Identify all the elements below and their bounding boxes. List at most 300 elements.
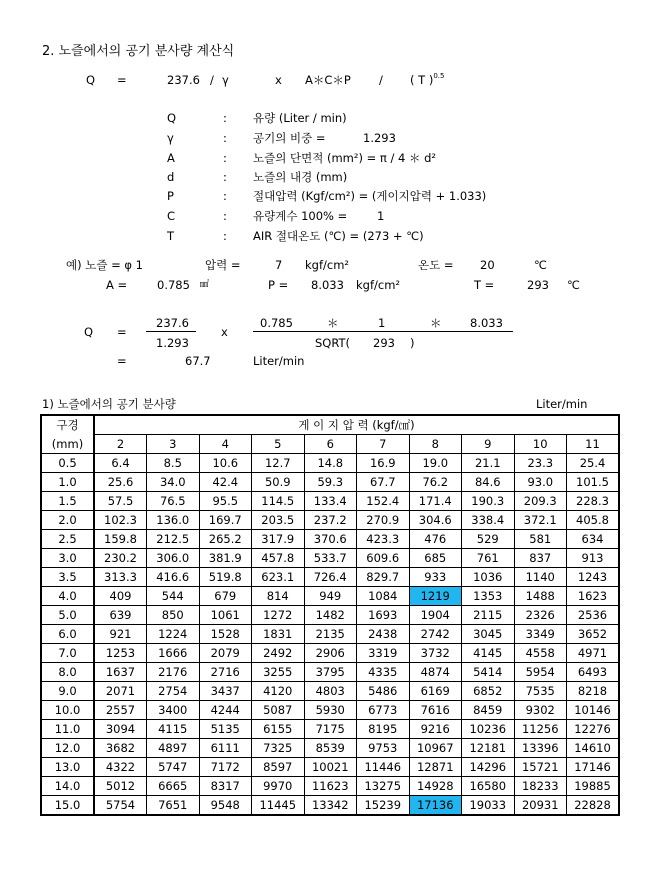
- flow-value-cell: 2557: [94, 701, 147, 720]
- flow-value-cell: 5414: [462, 663, 515, 682]
- definition-symbol: d: [167, 170, 175, 184]
- flow-value-cell: 623.1: [252, 568, 305, 587]
- flow-value-cell: 837: [514, 549, 567, 568]
- flow-value-cell: 14296: [462, 758, 515, 777]
- flow-value-cell: 14610: [567, 739, 620, 758]
- table-row: [41, 758, 619, 777]
- flow-value-cell: 529: [462, 530, 515, 549]
- calc-denominator: 1.293: [156, 336, 189, 350]
- flow-value-cell: 42.4: [199, 473, 252, 492]
- flow-value-cell: 102.3: [94, 511, 147, 530]
- flow-value-cell: 3682: [94, 739, 147, 758]
- flow-value-cell: 10021: [304, 758, 357, 777]
- flow-value-cell: 209.3: [514, 492, 567, 511]
- example-label: 예) 노즐 = φ 1: [66, 258, 143, 272]
- flow-value-cell: 57.5: [94, 492, 147, 511]
- example-temp-value: 20: [480, 258, 495, 272]
- flow-value-cell: 7172: [199, 758, 252, 777]
- flow-value-cell: 17136: [409, 796, 462, 816]
- table-row: [41, 568, 619, 587]
- flow-value-cell: 685: [409, 549, 462, 568]
- flow-value-cell: 8218: [567, 682, 620, 701]
- flow-value-cell: 34.0: [147, 473, 200, 492]
- definition-colon: :: [223, 111, 227, 125]
- flow-value-cell: 313.3: [94, 568, 147, 587]
- definition-value: 1: [377, 209, 385, 223]
- definition-colon: :: [223, 229, 227, 243]
- section-title: 2. 노즐에서의 공기 분사량 계산식: [42, 44, 235, 59]
- diameter-cell: 6.0: [41, 625, 94, 644]
- flow-value-cell: 1061: [199, 606, 252, 625]
- corner-header-bottom: (mm): [41, 435, 94, 454]
- flow-value-cell: 4145: [462, 644, 515, 663]
- diameter-cell: 1.0: [41, 473, 94, 492]
- flow-value-cell: 9302: [514, 701, 567, 720]
- table-row: [41, 587, 619, 606]
- table-row: [41, 720, 619, 739]
- definition-colon: :: [223, 189, 227, 203]
- example-p-label: P =: [268, 278, 289, 292]
- definition-symbol: T: [167, 229, 175, 243]
- example-pressure-label: 압력 =: [205, 258, 241, 272]
- flow-value-cell: 1036: [462, 568, 515, 587]
- flow-value-cell: 7535: [514, 682, 567, 701]
- flow-value-cell: 2438: [357, 625, 410, 644]
- flow-value-cell: 381.9: [199, 549, 252, 568]
- flow-value-cell: 169.7: [199, 511, 252, 530]
- diameter-cell: 7.0: [41, 644, 94, 663]
- flow-value-cell: 2071: [94, 682, 147, 701]
- flow-value-cell: 159.8: [94, 530, 147, 549]
- flow-value-cell: 519.8: [199, 568, 252, 587]
- calc-close-paren: ): [410, 336, 415, 350]
- flow-value-cell: 1353: [462, 587, 515, 606]
- flow-value-cell: 1253: [94, 644, 147, 663]
- flow-value-cell: 544: [147, 587, 200, 606]
- flow-value-cell: 15721: [514, 758, 567, 777]
- flow-value-cell: 3094: [94, 720, 147, 739]
- diameter-cell: 10.0: [41, 701, 94, 720]
- flow-value-cell: 270.9: [357, 511, 410, 530]
- formula-q: Q: [86, 73, 96, 87]
- definition-colon: :: [223, 131, 227, 145]
- flow-value-cell: 230.2: [94, 549, 147, 568]
- definition-text: 유량계수 100% =: [253, 209, 348, 223]
- flow-value-cell: 409: [94, 587, 147, 606]
- flow-value-cell: 7616: [409, 701, 462, 720]
- flow-value-cell: 9753: [357, 739, 410, 758]
- flow-value-cell: 2176: [147, 663, 200, 682]
- pressure-col-header: 8: [409, 435, 462, 454]
- flow-value-cell: 370.6: [304, 530, 357, 549]
- table-row: [41, 511, 619, 530]
- definition-symbol: A: [167, 151, 175, 165]
- flow-value-cell: 5087: [252, 701, 305, 720]
- calc-result: 67.7: [185, 354, 211, 368]
- calc-q: Q: [84, 325, 94, 339]
- flow-value-cell: 1219: [409, 587, 462, 606]
- diameter-cell: 13.0: [41, 758, 94, 777]
- flow-value-cell: 114.5: [252, 492, 305, 511]
- flow-value-cell: 8317: [199, 777, 252, 796]
- definition-value: 1.293: [363, 131, 396, 145]
- pressure-col-header: 2: [94, 435, 147, 454]
- calc-pressure: 8.033: [470, 316, 503, 330]
- flow-value-cell: 11445: [252, 796, 305, 816]
- flow-value-cell: 4244: [199, 701, 252, 720]
- definition-text: 공기의 비중 =: [253, 131, 326, 145]
- pressure-col-header: 4: [199, 435, 252, 454]
- flow-value-cell: 19885: [567, 777, 620, 796]
- table-row: [41, 625, 619, 644]
- flow-value-cell: 76.5: [147, 492, 200, 511]
- pressure-col-header: 5: [252, 435, 305, 454]
- flow-value-cell: 11446: [357, 758, 410, 777]
- flow-value-cell: 10236: [462, 720, 515, 739]
- flow-value-cell: 1488: [514, 587, 567, 606]
- table-row: [41, 739, 619, 758]
- flow-value-cell: 84.6: [462, 473, 515, 492]
- calc-eq-2: =: [117, 354, 127, 368]
- flow-value-cell: 533.7: [304, 549, 357, 568]
- flow-value-cell: 372.1: [514, 511, 567, 530]
- flow-value-cell: 12276: [567, 720, 620, 739]
- example-pressure-unit: kgf/cm²: [305, 258, 350, 272]
- flow-value-cell: 237.2: [304, 511, 357, 530]
- flow-value-cell: 2492: [252, 644, 305, 663]
- calc-result-unit: Liter/min: [253, 354, 305, 368]
- flow-value-cell: 317.9: [252, 530, 305, 549]
- flow-value-cell: 76.2: [409, 473, 462, 492]
- flow-value-cell: 4115: [147, 720, 200, 739]
- flow-value-cell: 3795: [304, 663, 357, 682]
- flow-value-cell: 949: [304, 587, 357, 606]
- calc-star-2: ＊: [430, 316, 442, 330]
- flow-value-cell: 2115: [462, 606, 515, 625]
- flow-value-cell: 93.0: [514, 473, 567, 492]
- table-title: 1) 노즐에서의 공기 분사량: [42, 397, 176, 411]
- example-t-value: 293: [527, 278, 549, 292]
- flow-value-cell: 101.5: [567, 473, 620, 492]
- definition-text: 절대압력 (Kgf/cm²) = (게이지압력 + 1.033): [253, 189, 487, 203]
- flow-value-cell: 1272: [252, 606, 305, 625]
- flow-value-cell: 1084: [357, 587, 410, 606]
- definition-text: AIR 절대온도 (℃) = (273 + ℃): [253, 229, 424, 243]
- flow-value-cell: 23.3: [514, 454, 567, 473]
- flow-value-cell: 5930: [304, 701, 357, 720]
- flow-value-cell: 8.5: [147, 454, 200, 473]
- flow-value-cell: 17146: [567, 758, 620, 777]
- definition-colon: :: [223, 170, 227, 184]
- flow-value-cell: 6852: [462, 682, 515, 701]
- flow-value-cell: 25.4: [567, 454, 620, 473]
- diameter-cell: 0.5: [41, 454, 94, 473]
- flow-value-cell: 20931: [514, 796, 567, 816]
- pressure-col-header: 7: [357, 435, 410, 454]
- flow-value-cell: 2716: [199, 663, 252, 682]
- flow-value-cell: 761: [462, 549, 515, 568]
- definition-text: 노즐의 내경 (mm): [253, 170, 348, 184]
- table-row: [41, 682, 619, 701]
- flow-value-cell: 1666: [147, 644, 200, 663]
- example-a-value: 0.785: [157, 278, 190, 292]
- flow-value-cell: 133.4: [304, 492, 357, 511]
- flow-value-cell: 2326: [514, 606, 567, 625]
- flow-value-cell: 609.6: [357, 549, 410, 568]
- flow-value-cell: 6493: [567, 663, 620, 682]
- flow-value-cell: 6155: [252, 720, 305, 739]
- flow-value-cell: 2754: [147, 682, 200, 701]
- diameter-cell: 11.0: [41, 720, 94, 739]
- flow-value-cell: 12181: [462, 739, 515, 758]
- flow-value-cell: 2536: [567, 606, 620, 625]
- flow-value-cell: 16.9: [357, 454, 410, 473]
- flow-value-cell: 1243: [567, 568, 620, 587]
- table-row: [41, 663, 619, 682]
- flow-value-cell: 5754: [94, 796, 147, 816]
- example-temp-unit: ℃: [534, 258, 547, 272]
- formula-t: ( T )$^{0.5}$: [410, 72, 445, 87]
- diameter-cell: 14.0: [41, 777, 94, 796]
- flow-value-cell: 12.7: [252, 454, 305, 473]
- flow-value-cell: 21.1: [462, 454, 515, 473]
- definition-symbol: Q: [167, 111, 177, 125]
- formula-slash: /: [379, 73, 383, 87]
- flow-value-cell: 6773: [357, 701, 410, 720]
- formula-eq: =: [117, 73, 127, 87]
- flow-value-cell: 9970: [252, 777, 305, 796]
- flow-value-cell: 13342: [304, 796, 357, 816]
- flow-value-cell: 4971: [567, 644, 620, 663]
- flow-value-cell: 8539: [304, 739, 357, 758]
- definition-text: 노즐의 단면적 (mm²) = π / 4 ＊ d²: [253, 151, 437, 165]
- flow-value-cell: 4335: [357, 663, 410, 682]
- table-row: [41, 701, 619, 720]
- diameter-cell: 3.0: [41, 549, 94, 568]
- flow-value-cell: 15239: [357, 796, 410, 816]
- flow-value-cell: 3437: [199, 682, 252, 701]
- flow-value-cell: 933: [409, 568, 462, 587]
- calc-x: x: [221, 325, 228, 339]
- table-row: [41, 796, 619, 816]
- formula-acp: A＊C＊P: [305, 73, 351, 87]
- definition-text: 유량 (Liter / min): [253, 111, 347, 125]
- example-p-unit: kgf/cm²: [356, 278, 401, 292]
- flow-value-cell: 7651: [147, 796, 200, 816]
- flow-value-cell: 3400: [147, 701, 200, 720]
- flow-value-cell: 171.4: [409, 492, 462, 511]
- definition-symbol: γ: [167, 131, 174, 145]
- fraction-bar-1: [146, 331, 196, 332]
- table-row: [41, 530, 619, 549]
- flow-value-cell: 457.8: [252, 549, 305, 568]
- diameter-cell: 4.0: [41, 587, 94, 606]
- example-t-label: T =: [474, 278, 495, 292]
- calc-eq: =: [117, 325, 127, 339]
- flow-value-cell: 814: [252, 587, 305, 606]
- flow-value-cell: 10967: [409, 739, 462, 758]
- flow-value-cell: 4322: [94, 758, 147, 777]
- corner-header-top: 구경: [41, 415, 94, 435]
- calc-star-1: ＊: [327, 316, 339, 330]
- formula-x: x: [275, 73, 282, 87]
- pressure-header: 게 이 지 압 력 (kgf/㎠): [94, 415, 619, 435]
- flow-value-cell: 8459: [462, 701, 515, 720]
- flow-value-cell: 5012: [94, 777, 147, 796]
- flow-value-cell: 16580: [462, 777, 515, 796]
- flow-value-cell: 3349: [514, 625, 567, 644]
- flow-value-cell: 639: [94, 606, 147, 625]
- formula-gamma: γ: [222, 73, 229, 87]
- pressure-col-header: 10: [514, 435, 567, 454]
- flow-value-cell: 14.8: [304, 454, 357, 473]
- calc-sqrt-value: 293: [373, 336, 395, 350]
- flow-value-cell: 5954: [514, 663, 567, 682]
- diameter-cell: 12.0: [41, 739, 94, 758]
- flow-value-cell: 476: [409, 530, 462, 549]
- table-row: [41, 473, 619, 492]
- flow-value-cell: 11256: [514, 720, 567, 739]
- example-a-label: A =: [106, 278, 128, 292]
- flow-value-cell: 850: [147, 606, 200, 625]
- diameter-cell: 1.5: [41, 492, 94, 511]
- flow-value-cell: 2079: [199, 644, 252, 663]
- flow-value-cell: 3652: [567, 625, 620, 644]
- flow-value-cell: 7325: [252, 739, 305, 758]
- flow-value-cell: 4874: [409, 663, 462, 682]
- flow-value-cell: 423.3: [357, 530, 410, 549]
- diameter-cell: 2.0: [41, 511, 94, 530]
- flow-value-cell: 416.6: [147, 568, 200, 587]
- flow-value-cell: 13275: [357, 777, 410, 796]
- flow-value-cell: 2135: [304, 625, 357, 644]
- flow-value-cell: 6169: [409, 682, 462, 701]
- definition-colon: :: [223, 151, 227, 165]
- table-row: [41, 606, 619, 625]
- flow-value-cell: 212.5: [147, 530, 200, 549]
- calc-numerator: 237.6: [156, 316, 189, 330]
- flow-value-cell: 8195: [357, 720, 410, 739]
- flow-value-cell: 25.6: [94, 473, 147, 492]
- table-row: [41, 549, 619, 568]
- flow-value-cell: 1904: [409, 606, 462, 625]
- flow-value-cell: 95.5: [199, 492, 252, 511]
- diameter-cell: 15.0: [41, 796, 94, 816]
- flow-value-cell: 634: [567, 530, 620, 549]
- flow-value-cell: 228.3: [567, 492, 620, 511]
- diameter-cell: 2.5: [41, 530, 94, 549]
- diameter-cell: 9.0: [41, 682, 94, 701]
- example-a-unit: ㎟: [200, 280, 210, 290]
- flow-value-cell: 50.9: [252, 473, 305, 492]
- calc-area: 0.785: [260, 316, 293, 330]
- flow-value-cell: 10146: [567, 701, 620, 720]
- flow-value-cell: 921: [94, 625, 147, 644]
- example-temp-label: 온도 =: [418, 258, 454, 272]
- flow-value-cell: 1831: [252, 625, 305, 644]
- flow-value-cell: 1224: [147, 625, 200, 644]
- pressure-col-header: 6: [304, 435, 357, 454]
- table-row: [41, 492, 619, 511]
- flow-value-cell: 6111: [199, 739, 252, 758]
- example-p-value: 8.033: [311, 278, 344, 292]
- flow-value-cell: 7175: [304, 720, 357, 739]
- flow-value-cell: 13396: [514, 739, 567, 758]
- flow-value-cell: 11623: [304, 777, 357, 796]
- table-unit: Liter/min: [536, 397, 588, 411]
- flow-value-cell: 338.4: [462, 511, 515, 530]
- flow-value-cell: 306.0: [147, 549, 200, 568]
- flow-value-cell: 59.3: [304, 473, 357, 492]
- flow-value-cell: 679: [199, 587, 252, 606]
- flow-value-cell: 3732: [409, 644, 462, 663]
- flow-value-cell: 5747: [147, 758, 200, 777]
- definition-symbol: P: [167, 189, 174, 203]
- flow-value-cell: 1482: [304, 606, 357, 625]
- example-t-unit: ℃: [567, 278, 580, 292]
- example-pressure-value: 7: [275, 258, 283, 272]
- diameter-cell: 3.5: [41, 568, 94, 587]
- flow-value-cell: 913: [567, 549, 620, 568]
- formula-exponent: 0.5: [433, 72, 445, 80]
- flow-value-cell: 6665: [147, 777, 200, 796]
- table-row: [41, 644, 619, 663]
- flow-value-cell: 1140: [514, 568, 567, 587]
- flow-value-cell: 4558: [514, 644, 567, 663]
- calc-sqrt: SQRT(: [315, 336, 351, 350]
- flow-value-cell: 8597: [252, 758, 305, 777]
- diameter-cell: 5.0: [41, 606, 94, 625]
- flow-value-cell: 3255: [252, 663, 305, 682]
- air-flow-table: [40, 414, 620, 816]
- table-row: [41, 777, 619, 796]
- calc-coefficient: 1: [378, 316, 386, 330]
- table-row: [41, 454, 619, 473]
- flow-value-cell: 136.0: [147, 511, 200, 530]
- flow-value-cell: 190.3: [462, 492, 515, 511]
- definition-colon: :: [223, 209, 227, 223]
- flow-value-cell: 265.2: [199, 530, 252, 549]
- flow-value-cell: 2906: [304, 644, 357, 663]
- flow-value-cell: 10.6: [199, 454, 252, 473]
- flow-value-cell: 5486: [357, 682, 410, 701]
- flow-value-cell: 19.0: [409, 454, 462, 473]
- pressure-col-header: 3: [147, 435, 200, 454]
- flow-value-cell: 4897: [147, 739, 200, 758]
- flow-value-cell: 2742: [409, 625, 462, 644]
- formula-div: /: [210, 73, 214, 87]
- pressure-col-header: 9: [462, 435, 515, 454]
- fraction-bar-2: [253, 331, 513, 332]
- flow-value-cell: 14928: [409, 777, 462, 796]
- pressure-col-header: 11: [567, 435, 620, 454]
- flow-value-cell: 19033: [462, 796, 515, 816]
- flow-value-cell: 405.8: [567, 511, 620, 530]
- flow-value-cell: 9548: [199, 796, 252, 816]
- flow-value-cell: 9216: [409, 720, 462, 739]
- flow-value-cell: 12871: [409, 758, 462, 777]
- flow-value-cell: 152.4: [357, 492, 410, 511]
- flow-value-cell: 1623: [567, 587, 620, 606]
- flow-value-cell: 3045: [462, 625, 515, 644]
- flow-value-cell: 1528: [199, 625, 252, 644]
- flow-value-cell: 6.4: [94, 454, 147, 473]
- definition-symbol: C: [167, 209, 176, 223]
- flow-value-cell: 304.6: [409, 511, 462, 530]
- flow-value-cell: 726.4: [304, 568, 357, 587]
- flow-value-cell: 67.7: [357, 473, 410, 492]
- flow-value-cell: 22828: [567, 796, 620, 816]
